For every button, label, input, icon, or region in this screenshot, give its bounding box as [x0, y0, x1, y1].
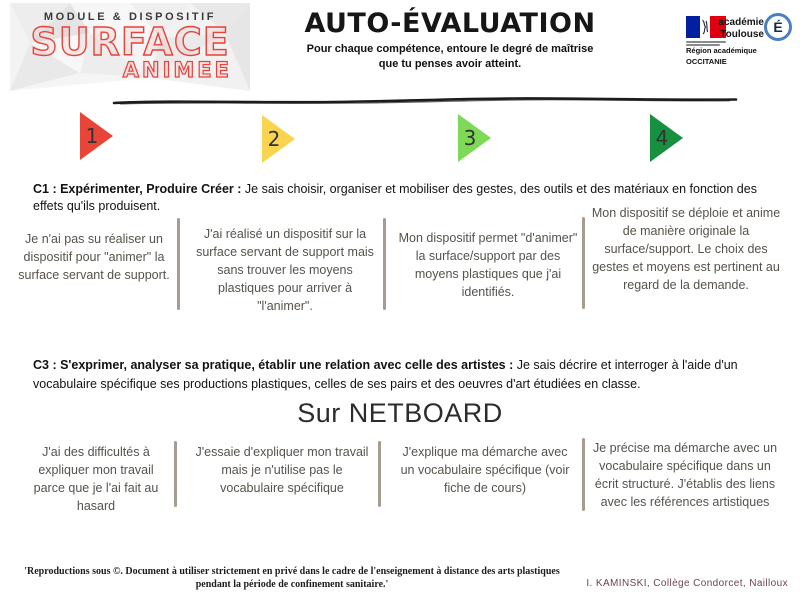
region-line-1: Région académique — [686, 46, 757, 55]
page-instructions — [280, 42, 620, 73]
level-arrow-1[interactable] — [80, 112, 113, 160]
c1-level-3-text: Mon dispositif permet "d'animer" la surface/support par des moyens plastiques que j'ai identifiés. — [398, 231, 578, 299]
c3-heading — [33, 356, 781, 395]
module-banner — [10, 3, 250, 91]
c3-level-3-text: J'explique ma démarche avec un vocabulaire spécifique (voir fiche de cours) — [400, 445, 570, 495]
c3-divider-1 — [174, 441, 177, 507]
c3-level-4-text: Je précise ma démarche avec un vocabulaire spécifique dans un écrit structuré. J'établis des liens avec les références artistiques — [592, 441, 778, 509]
level-number-2: 2 — [267, 127, 281, 151]
c1-heading-competence: C1 : Expérimenter, Produire Créer : — [33, 182, 245, 196]
c1-level-4-text: Mon dispositif se déploie et anime de manière originale la surface/support. Le choix des gestes et moyens est pertinent au regard de la demande. — [591, 206, 781, 292]
author-signature: I. KAMINSKI, Collège Condorcet, Nailloux — [586, 578, 788, 589]
level-number-3: 3 — [463, 126, 477, 150]
page-title: AUTO-ÉVALUATION — [304, 8, 596, 39]
c1-level-2-text: J'ai réalisé un dispositif sur la surface servant de support mais sans trouver les moyens plastiques pour arriver à "l'animer". — [196, 227, 374, 313]
disclaimer-line-2: pendant la période de confinement sanitaire.' — [195, 578, 389, 590]
netboard-subheading: Sur NETBOARD — [297, 398, 503, 428]
disclaimer-line-1: 'Reproductions sous ©. Document à utiliser strictement en privé dans le cadre de l'enseignement à distance des arts plastiques — [24, 566, 560, 577]
c3-heading-competence: C3 : S'exprimer, analyser sa pratique, établir une relation avec celle des artistes : — [33, 358, 517, 372]
level-number-1: 1 — [85, 124, 99, 148]
academie-logo-text — [712, 17, 764, 40]
level-number-4: 4 — [655, 126, 669, 150]
c3-level-1-text: J'ai des difficultés à expliquer mon travail parce que je l'ai fait au hasard — [33, 445, 159, 513]
level-arrow-3[interactable] — [458, 114, 491, 162]
academie-line-1: académie — [718, 17, 764, 28]
copyright-disclaimer — [18, 566, 566, 591]
academie-line-2: Toulouse — [720, 28, 764, 40]
banner-title: SURFACE — [30, 20, 230, 64]
c1-heading-descriptor: Je sais choisir, organiser et mobiliser des gestes, des outils et des matériaux en fonction des effets qu'ils produisent. — [33, 182, 757, 213]
region-line-2: OCCITANIE — [686, 57, 727, 67]
c1-divider-1 — [177, 218, 180, 310]
c1-divider-2 — [383, 218, 386, 310]
circled-e-icon: É — [764, 13, 792, 41]
c3-heading-descriptor: Je sais décrire et interroger à l'aide d'un vocabulaire spécifique ses productions plastiques, celles de ses pairs et des oeuvres d'art étudiées en classe. — [33, 358, 738, 392]
level-arrow-2[interactable] — [262, 115, 295, 163]
level-arrow-4[interactable] — [650, 114, 683, 162]
region-academique-label — [686, 45, 757, 68]
banner-subtitle: ANIMEE — [122, 58, 232, 82]
c1-divider-3 — [582, 217, 585, 309]
flag-caption-bar-1 — [686, 41, 726, 43]
c1-level-1-text: Je n'ai pas su réaliser un dispositif pour "animer" la surface servant de support. — [18, 232, 170, 282]
c3-divider-2 — [378, 441, 381, 507]
banner-kicker: MODULE & DISPOSITIF — [43, 11, 217, 23]
instruction-line-2: que tu penses avoir atteint. — [378, 58, 522, 71]
instruction-line-1: Pour chaque compétence, entoure le degré de maîtrise — [306, 43, 594, 55]
hand-drawn-line-icon — [112, 94, 738, 108]
title-block — [280, 8, 620, 73]
c3-level-2-text: J'essaie d'expliquer mon travail mais je n'utilise pas le vocabulaire spécifique — [195, 445, 369, 495]
c3-divider-3 — [582, 438, 585, 511]
